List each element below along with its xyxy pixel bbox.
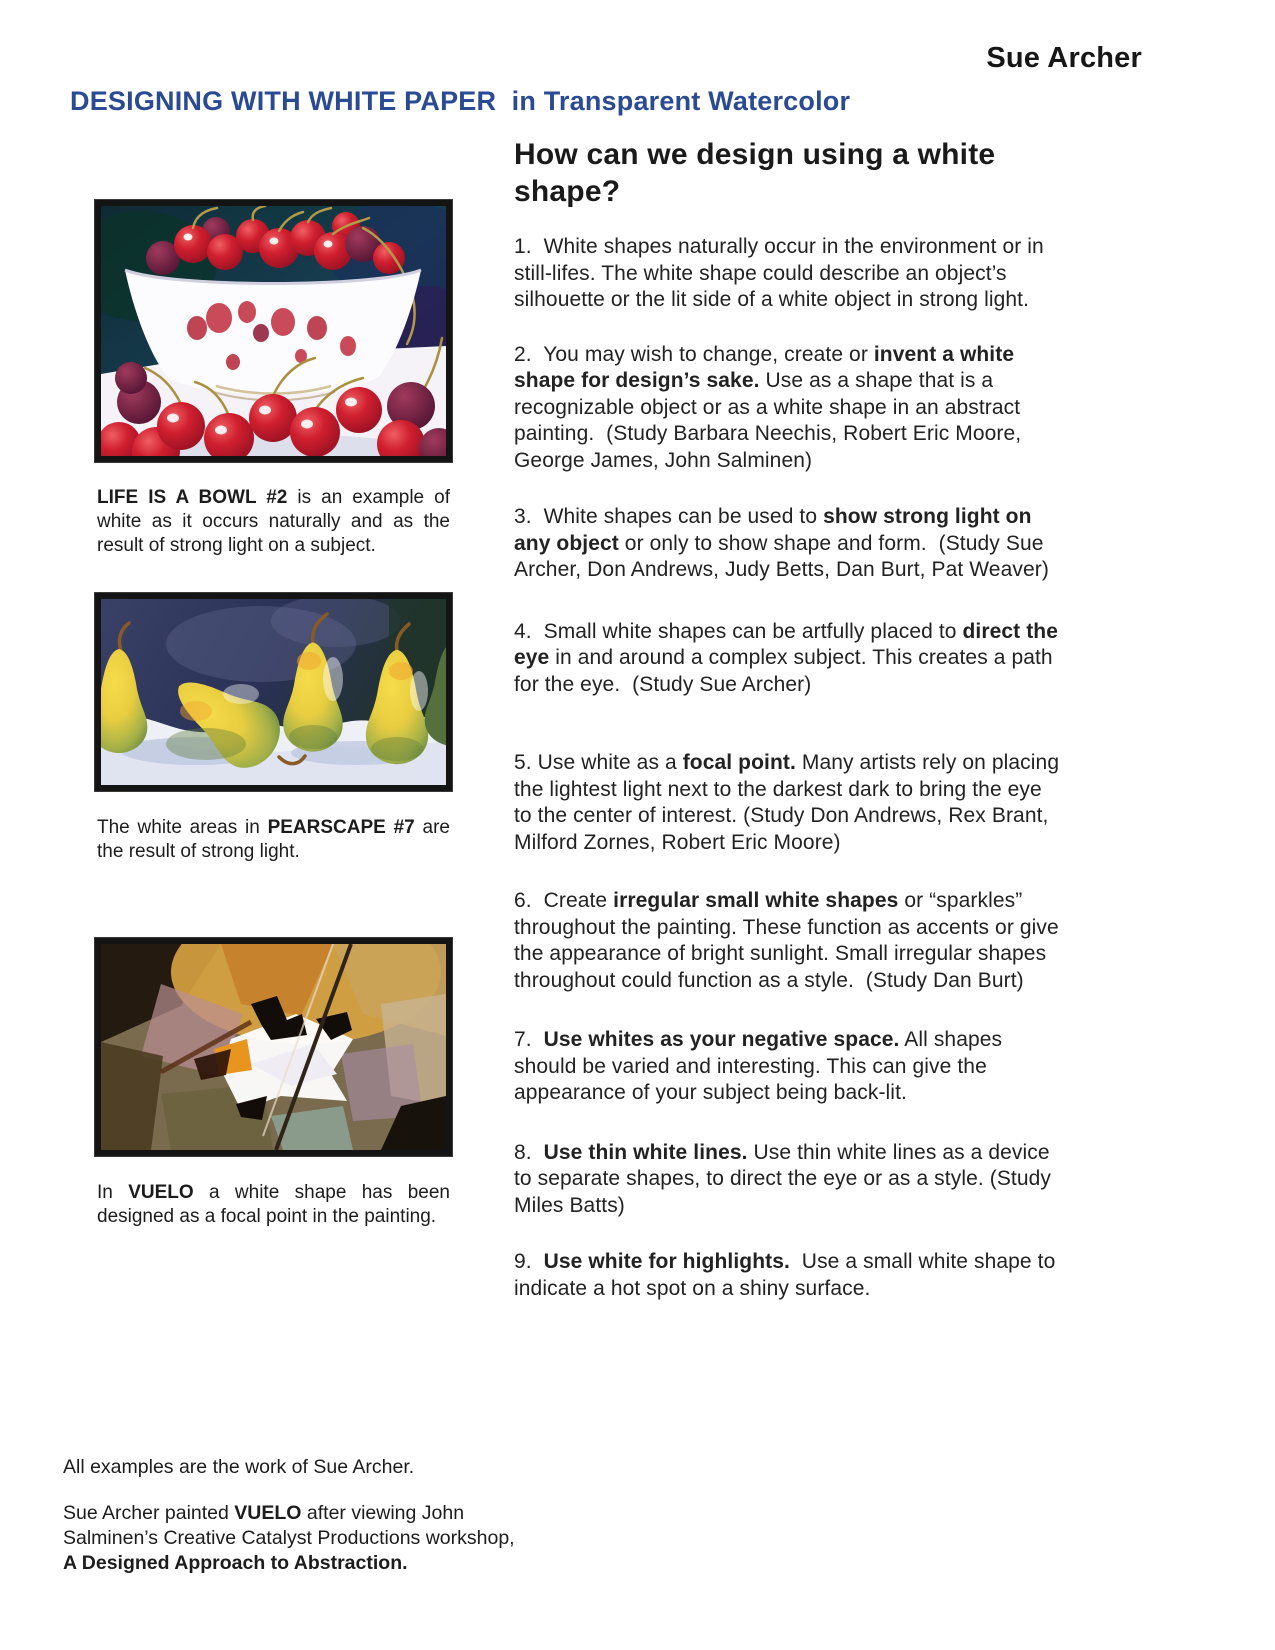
list-item-4: 4. Small white shapes can be artfully placed to direct the eye in and around a complex subject. This creates a path for the eye. (Study Sue Archer) xyxy=(514,619,1064,696)
footer-workshop-note: Sue Archer painted VUELO after viewing John Salminen’s Creative Catalyst Productions workshop, A Designed Approach to Abstraction. xyxy=(63,1502,526,1574)
list-item-2: 2. You may wish to change, create or invent a white shape for design’s sake. Use as a shape that is a recognizable object or as a white shape in an abstract painting. (Study Barbara Neechis, Robert Eric Moore, George James, John Salminen) xyxy=(514,342,1028,472)
pearscape-painting-image xyxy=(101,599,446,785)
caption-life-is-a-bowl: LIFE IS A BOWL #2 is an example of white as it occurs naturally and as the result of strong light on a subject. xyxy=(97,487,450,556)
main-text-column xyxy=(514,136,1066,1302)
list-item-8: 8. Use thin white lines. Use thin white lines as a device to separate shapes, to direct the eye or as a style. (Study Miles Batts) xyxy=(514,1140,1057,1217)
section-heading: How can we design using a white shape? xyxy=(514,138,996,208)
caption-vuelo: In VUELO a white shape has been designed as a focal point in the painting. xyxy=(97,1182,450,1227)
list-item-9: 9. Use white for highlights. Use a small white shape to indicate a hot spot on a shiny surface. xyxy=(514,1250,1062,1300)
list-item-5: 5. Use white as a focal point. Many artists rely on placing the lightest light next to the darkest dark to bring the eye to the center of interest. (Study Don Andrews, Rex Brant, Milford Zornes, Robert Eric Moore) xyxy=(514,751,1066,854)
list-item-3: 3. White shapes can be used to show strong light on any object or only to show shape and form. (Study Sue Archer, Don Andrews, Judy Betts, Dan Burt, Pat Weaver) xyxy=(514,505,1049,581)
footer-notes xyxy=(63,1455,526,1576)
figure-column xyxy=(95,200,452,1229)
life-is-a-bowl-painting-image xyxy=(101,206,446,456)
footer-credit-line: All examples are the work of Sue Archer. xyxy=(63,1456,415,1478)
vuelo-painting-image xyxy=(101,944,446,1150)
author-name: Sue Archer xyxy=(986,42,1142,74)
figure-cherries-frame xyxy=(95,200,452,462)
list-item-6: 6. Create irregular small white shapes or “sparkles” throughout the painting. These function as accents or give the appearance of bright sunlight. Small irregular shapes throughout could function as a style. (Study Dan Burt) xyxy=(514,889,1065,992)
figure-pears-frame xyxy=(95,593,452,791)
list-item-7: 7. Use whites as your negative space. All shapes should be varied and interesting. This can give the appearance of your subject being back-lit. xyxy=(514,1028,1009,1104)
list-item-1: 1. White shapes naturally occur in the environment or in still-lifes. The white shape could describe an object’s silhouette or the lit side of a white object in strong light. xyxy=(514,235,1050,311)
page-title-main: DESIGNING WITH WHITE PAPER xyxy=(70,86,497,116)
caption-pearscape: The white areas in PEARSCAPE #7 are the result of strong light. xyxy=(97,817,450,862)
page-title xyxy=(70,86,850,117)
page-title-sub: in Transparent Watercolor xyxy=(496,86,851,116)
figure-vuelo-frame xyxy=(95,938,452,1156)
